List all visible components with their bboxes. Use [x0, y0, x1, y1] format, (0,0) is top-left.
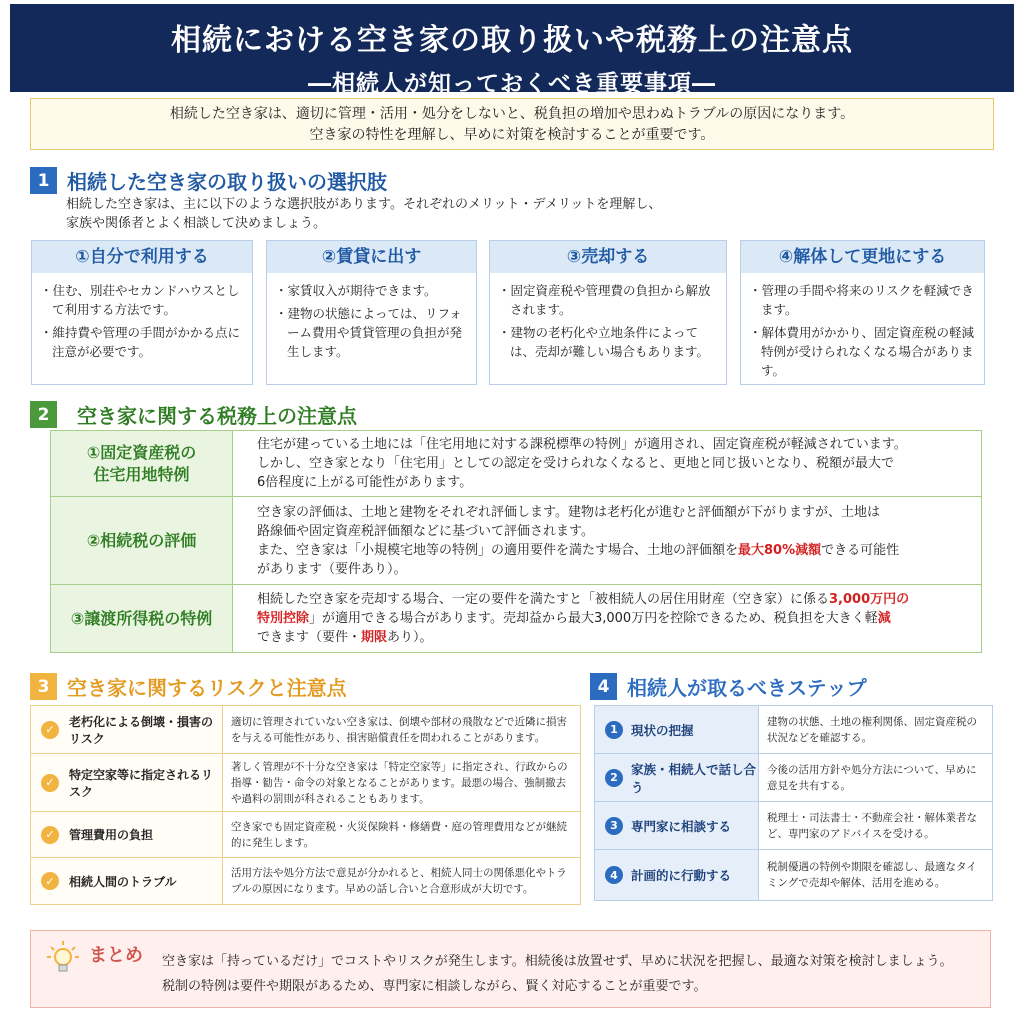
section-2-heading: [30, 400, 357, 429]
intro-line: 相続した空き家は、適切に管理・活用・処分をしないと、税負担の増加や思わぬトラブルの原因になります。: [169, 106, 855, 122]
section-number: 3: [30, 673, 57, 700]
tax-text-line: [257, 609, 971, 628]
lightbulb-icon: [47, 941, 79, 981]
tax-text-line: 住宅が建っている土地には「住宅用地に対する課税標準の特例」が適用され、固定資産税が軽減されています。: [257, 437, 907, 452]
tax-text-line: しかし、空き家となり「住宅用」としての認定を受けられなくなると、更地と同じ扱いとなり、税額が最大で: [257, 456, 895, 471]
tax-label: [51, 585, 233, 653]
step-row: [595, 850, 992, 900]
tax-label-line: ①固定資産税の: [86, 442, 197, 462]
tax-row: [51, 585, 982, 653]
option-item: ・固定資産税や管理費の負担から解放されます。: [498, 283, 711, 317]
step-label: [595, 706, 759, 753]
highlight-text: 3,000万円の: [829, 592, 910, 607]
tax-text-line: [257, 628, 971, 647]
intro-box: [30, 98, 994, 150]
option-card: [266, 240, 477, 385]
step-number: 1: [605, 721, 623, 739]
step-row: [595, 802, 992, 850]
tax-text-line: 空き家の評価は、土地と建物をそれぞれ評価します。建物は老朽化が進むと評価額が下がりますが、土地は: [257, 504, 880, 520]
summary-body: [162, 949, 953, 999]
risk-row: [31, 754, 580, 812]
text-span: 相続した空き家を売却する場合、一定の要件を満たすと「被相続人の居住用財産（空き家）に係る: [257, 592, 830, 607]
section-1-description: [66, 195, 661, 233]
text-span: できます（要件・: [257, 630, 362, 645]
risk-label-text: 管理費用の負担: [69, 828, 154, 842]
step-row: [595, 706, 992, 754]
tax-text-line: [257, 541, 971, 560]
check-icon: ✓: [41, 826, 59, 844]
tax-text: [233, 585, 982, 653]
risk-text: 著しく管理が不十分な空き家は「特定空家等」に指定され、行政からの指導・勧告・命令の対象となることがあります。最悪の場合、強制撤去や過料の罰則が科されることもあります。: [231, 760, 568, 805]
option-item: ・建物の老朽化や立地条件によっては、売却が難しい場合もあります。: [498, 325, 710, 359]
tax-row: [51, 497, 982, 585]
section-number: 4: [590, 673, 617, 700]
check-icon: ✓: [41, 721, 59, 739]
tax-label-line: 住宅用地特例: [93, 464, 190, 484]
step-label: [595, 850, 759, 900]
risk-row: [31, 812, 580, 858]
step-number: 4: [605, 866, 623, 884]
option-item: ・住む、別荘やセカンドハウスとして利用する方法です。: [40, 283, 240, 317]
risk-text: 空き家でも固定資産税・火災保険料・修繕費・庭の管理費用などが継続的に発生します。: [231, 820, 567, 849]
summary-line: 空き家は「持っているだけ」でコストやリスクが発生します。相続後は放置せず、早めに状況を把握し、最適な対策を検討しましょう。: [162, 954, 953, 969]
page-subtitle: ―相続人が知っておくべき重要事項―: [308, 71, 716, 97]
tax-text-line: 路線価や固定資産税評価額などに基づいて評価されます。: [257, 523, 594, 539]
option-card: [489, 240, 727, 385]
section-number: 2: [30, 401, 57, 428]
risk-label-text: 老朽化による倒壊・損害のリスク: [69, 714, 214, 746]
step-label: [595, 754, 759, 801]
tax-text-line: があります（要件あり）。: [257, 561, 407, 577]
risk-text: 適切に管理されていない空き家は、倒壊や部材の飛散などで近隣に損害を与える可能性があり、損害賠償責任を問われることがあります。: [231, 715, 567, 744]
step-label: [595, 802, 759, 849]
tax-row: [51, 431, 982, 497]
check-icon: ✓: [41, 872, 59, 890]
tax-text: [233, 497, 982, 585]
tax-label: [51, 497, 233, 585]
option-item: ・建物の状態によっては、リフォーム費用や賃貸管理の負担が発生します。: [275, 306, 463, 359]
summary-line: 税制の特例は要件や期限があるため、専門家に相談しながら、賢く対応することが重要です。: [162, 979, 707, 994]
check-icon: ✓: [41, 774, 59, 792]
step-label-text: 家族・相続人で話し合う: [631, 761, 757, 795]
option-item: ・維持費や管理の手間がかかる点に注意が必要です。: [40, 325, 241, 359]
highlight-text: 特別控除: [257, 611, 310, 626]
steps-list: [594, 705, 993, 901]
section-title: 空き家に関する税務上の注意点: [77, 404, 357, 428]
step-label-text: 専門家に相談する: [631, 818, 732, 834]
highlight-text: 期限: [361, 630, 388, 645]
text-span: 」が適用できる場合があります。売却益から最大3,000万円を控除できるため、税負担を大きく軽: [309, 611, 878, 626]
tax-label-line: ③譲渡所得税の特例: [70, 608, 213, 628]
section-4-heading: [590, 672, 867, 701]
risk-label: [31, 812, 223, 857]
tax-text: [233, 431, 982, 497]
option-item: ・管理の手間や将来のリスクを軽減できます。: [749, 283, 974, 317]
step-number: 2: [605, 769, 623, 787]
summary-title: まとめ: [89, 945, 143, 966]
title-banner: [10, 4, 1014, 97]
highlight-text: 減: [877, 611, 891, 626]
option-item: ・家賃収入が期待できます。: [275, 283, 437, 298]
tax-text-line: 6倍程度に上がる可能性があります。: [257, 475, 473, 490]
step-text: 建物の状態、土地の権利関係、固定資産税の状況などを確認する。: [767, 715, 977, 744]
option-card: [740, 240, 985, 385]
tax-text-line: [257, 590, 971, 609]
option-card: [31, 240, 253, 385]
section-title: 相続した空き家の取り扱いの選択肢: [67, 170, 387, 194]
section-title: 相続人が取るべきステップ: [627, 676, 867, 700]
option-title: ④解体して更地にする: [741, 241, 984, 273]
risk-label-text: 相続人間のトラブル: [69, 874, 177, 889]
step-text: 税制優遇の特例や期限を確認し、最適なタイミングで売却や解体、活用を進める。: [767, 861, 977, 889]
tax-label: [51, 431, 233, 497]
step-number: 3: [605, 817, 623, 835]
risk-row: [31, 858, 580, 904]
tax-table: [50, 430, 982, 653]
text-span: また、空き家は「小規模宅地等の特例」の適用要件を満たす場合、土地の評価額を: [257, 542, 739, 558]
risk-label-text: 特定空家等に指定されるリスク: [69, 767, 214, 799]
step-label-text: 現状の把握: [631, 722, 694, 738]
step-label-text: 計画的に行動する: [631, 868, 732, 883]
risk-label: [31, 754, 223, 811]
option-item: ・解体費用がかかり、固定資産税の軽減特例が受けられなくなる場合があります。: [749, 325, 975, 378]
section-3-heading: [30, 672, 347, 701]
option-title: ③売却する: [490, 241, 726, 273]
step-row: [595, 754, 992, 802]
text-span: できる可能性: [821, 542, 900, 558]
highlight-text: 最大80%減額: [738, 542, 822, 558]
desc-line: 相続した空き家は、主に以下のような選択肢があります。それぞれのメリット・デメリットを理解し、: [66, 197, 662, 212]
risk-label: [31, 706, 223, 753]
risk-label: [31, 858, 223, 904]
tax-label-line: ②相続税の評価: [86, 530, 197, 550]
section-number: 1: [30, 167, 57, 194]
option-title: ②賃貸に出す: [267, 241, 476, 273]
section-title: 空き家に関するリスクと注意点: [67, 676, 347, 700]
section-1-heading: [30, 166, 387, 195]
page-title: 相続における空き家の取り扱いや税務上の注意点: [171, 23, 853, 58]
summary-box: [30, 930, 991, 1008]
option-title: ①自分で利用する: [32, 241, 252, 273]
intro-line: 空き家の特性を理解し、早めに対策を検討することが重要です。: [309, 127, 715, 143]
step-text: 税理士・司法書士・不動産会社・解体業者など、専門家のアドバイスを受ける。: [767, 811, 977, 840]
risk-text: 活用方法や処分方法で意見が分かれると、相続人同士の関係悪化やトラブルの原因になります。早めの話し合いと合意形成が大切です。: [231, 867, 567, 895]
text-span: あり）。: [387, 630, 433, 645]
desc-line: 家族や関係者とよく相談して決めましょう。: [66, 216, 327, 231]
step-text: 今後の活用方針や処分方法について、早めに意見を共有する。: [767, 763, 977, 792]
risk-row: [31, 706, 580, 754]
risk-list: [30, 705, 581, 905]
